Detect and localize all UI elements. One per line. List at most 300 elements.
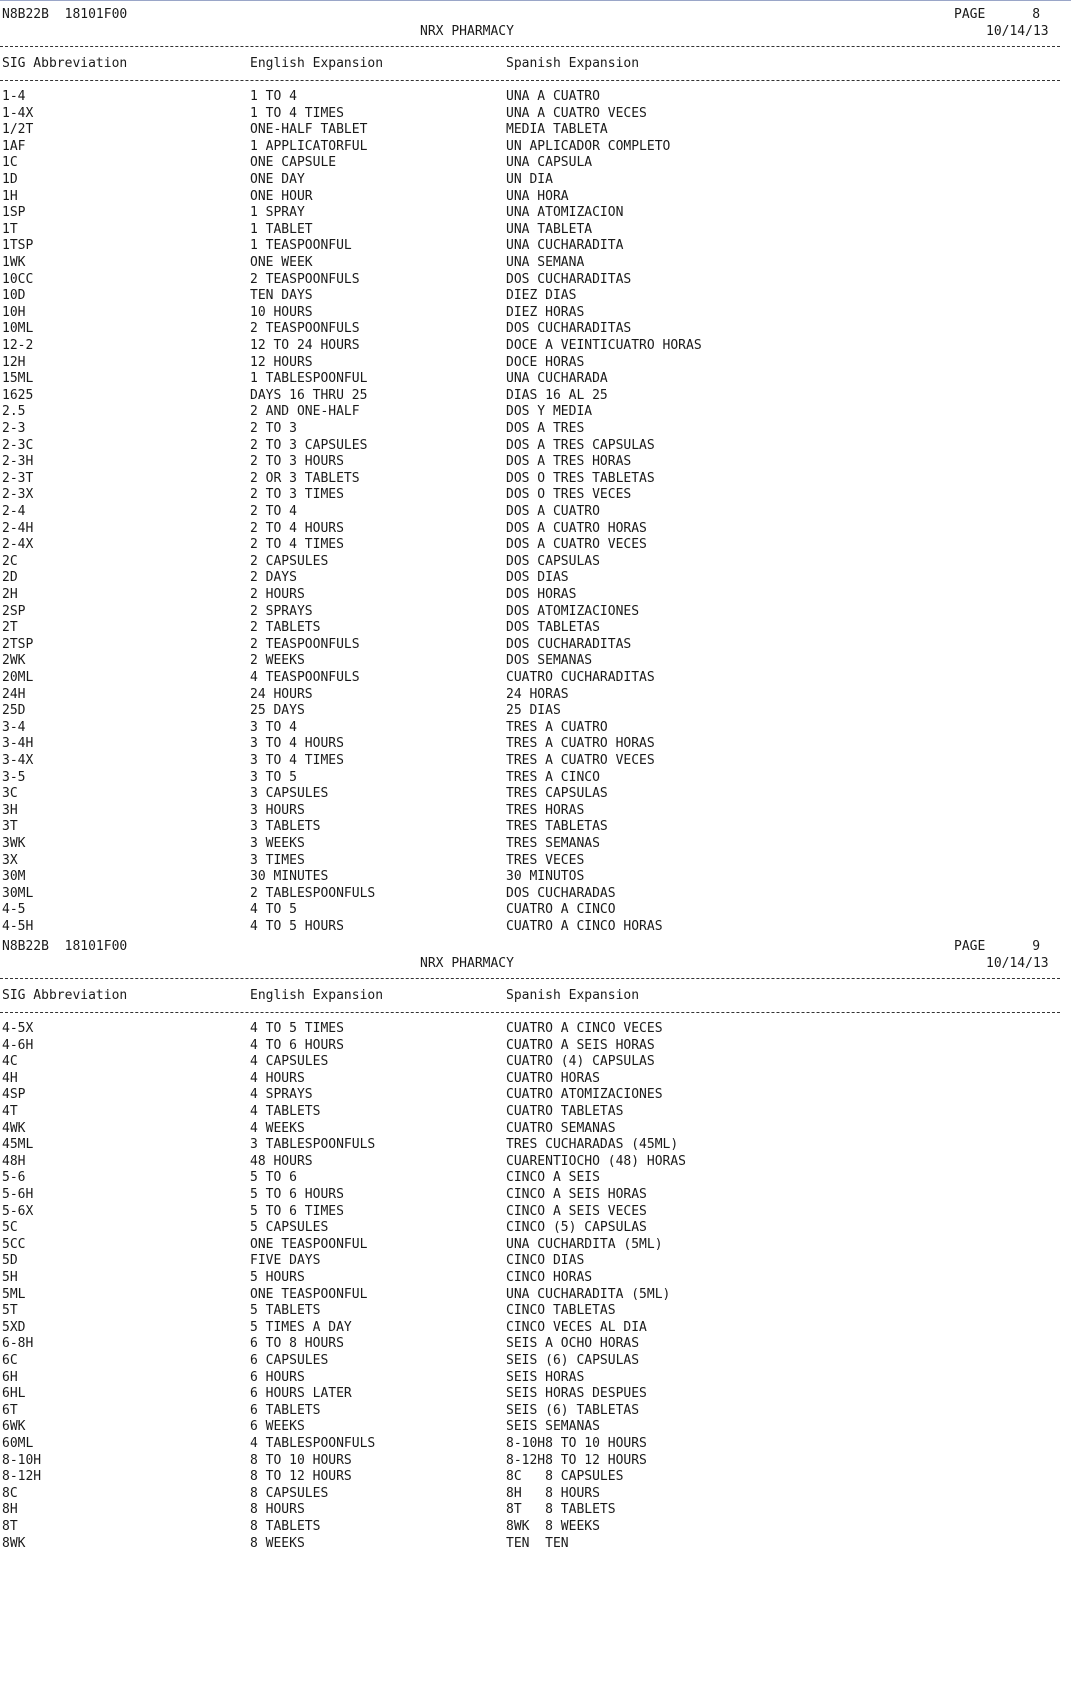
- english-expansion: 2 WEEKS: [250, 653, 305, 669]
- spanish-expansion: TRES CAPSULAS: [506, 786, 608, 802]
- table-row: [0, 188, 1071, 206]
- english-expansion: 2 SPRAYS: [250, 603, 313, 619]
- english-expansion: 2 TO 3 CAPSULES: [250, 437, 368, 453]
- table-row: [0, 387, 1071, 405]
- spanish-expansion: DOS CUCHARADITAS: [506, 321, 632, 337]
- spanish-expansion: UN DIA: [506, 172, 553, 187]
- sig-abbreviation: 4-5H: [2, 919, 34, 934]
- table-row: [0, 885, 1071, 903]
- divider: [0, 46, 1060, 47]
- english-expansion: 2 HOURS: [250, 587, 305, 602]
- spanish-expansion: SEIS HORAS: [506, 1369, 585, 1385]
- english-expansion: 4 TABLESPOONFULS: [250, 1436, 376, 1451]
- spanish-expansion: UNA A CUATRO: [506, 89, 600, 104]
- english-expansion: 6 WEEKS: [250, 1419, 305, 1435]
- sig-abbreviation: 3-4H: [2, 736, 34, 752]
- table-row: [0, 1501, 1071, 1519]
- spanish-expansion: DOCE A VEINTICUATRO HORAS: [506, 338, 702, 353]
- english-expansion: 3 HOURS: [250, 802, 305, 818]
- spanish-expansion: DOS CUCHARADITAS: [506, 271, 632, 287]
- sig-abbreviation: 12H: [2, 354, 26, 370]
- spanish-expansion: UNA CUCHARADITA (5ML): [506, 1286, 671, 1302]
- sig-abbreviation: 2-4X: [2, 537, 34, 553]
- english-expansion: 3 TO 5: [250, 769, 297, 785]
- sig-abbreviation: 5H: [2, 1270, 18, 1285]
- sig-abbreviation: 2SP: [2, 603, 26, 619]
- english-expansion: 5 TO 6 TIMES: [250, 1203, 344, 1219]
- report-page: [0, 932, 1071, 1698]
- sig-abbreviation: 4-5: [2, 902, 26, 918]
- sig-abbreviation: 1C: [2, 155, 18, 171]
- spanish-expansion: 8-10H8 TO 10 HOURS: [506, 1436, 647, 1451]
- english-expansion: 2 TABLETS: [250, 620, 321, 636]
- spanish-expansion: CINCO A SEIS HORAS: [506, 1187, 647, 1202]
- column-header-row: [0, 55, 1071, 73]
- sig-abbreviation: 6WK: [2, 1419, 26, 1435]
- sig-abbreviation: 3WK: [2, 836, 26, 851]
- spanish-expansion: DOS Y MEDIA: [506, 404, 593, 420]
- spanish-expansion: CUATRO SEMANAS: [506, 1120, 616, 1136]
- table-row: [0, 1485, 1071, 1503]
- sig-abbreviation: 4H: [2, 1070, 18, 1086]
- table-row: [0, 88, 1071, 106]
- sig-abbreviation: 3X: [2, 852, 18, 868]
- report-title: NRX PHARMACY: [420, 955, 514, 971]
- english-expansion: ONE TEASPOONFUL: [250, 1286, 368, 1302]
- sig-abbreviation: 1TSP: [2, 238, 34, 254]
- sig-abbreviation: 6C: [2, 1353, 18, 1368]
- english-expansion: 4 TEASPOONFULS: [250, 670, 360, 685]
- table-row: [0, 1518, 1071, 1536]
- sig-abbreviation: 45ML: [2, 1137, 34, 1153]
- column-header-sig: SIG Abbreviation: [2, 988, 128, 1003]
- report-id: N8B22B 18101F00: [2, 7, 128, 22]
- sig-abbreviation: 1AF: [2, 138, 26, 154]
- table-row: [0, 121, 1071, 139]
- page-title-line: [0, 23, 1071, 41]
- sig-abbreviation: 1-4X: [2, 105, 34, 121]
- table-row: [0, 1153, 1071, 1171]
- table-row: [0, 669, 1071, 687]
- sig-abbreviation: 5-6H: [2, 1187, 34, 1202]
- sig-abbreviation: 1T: [2, 221, 18, 237]
- table-row: [0, 1468, 1071, 1486]
- report-date: 10/14/13: [986, 23, 1049, 39]
- column-header-row: [0, 987, 1071, 1005]
- spanish-expansion: DOS CAPSULAS: [506, 553, 600, 569]
- sig-abbreviation: 3-4X: [2, 753, 34, 768]
- sig-abbreviation: 1/2T: [2, 122, 34, 138]
- table-row: [0, 1535, 1071, 1553]
- english-expansion: DAYS 16 THRU 25: [250, 387, 368, 403]
- english-expansion: 2 TABLESPOONFULS: [250, 885, 376, 901]
- table-row: [0, 1053, 1071, 1071]
- spanish-expansion: CUATRO TABLETAS: [506, 1104, 624, 1119]
- english-expansion: 3 TO 4: [250, 719, 297, 735]
- sig-abbreviation: 6-8H: [2, 1336, 34, 1352]
- table-row: [0, 1120, 1071, 1138]
- page-header-line: [0, 6, 1071, 24]
- spanish-expansion: DIAS 16 AL 25: [506, 387, 608, 403]
- spanish-expansion: DOS A CUATRO VECES: [506, 537, 647, 553]
- table-row: [0, 105, 1071, 123]
- english-expansion: 1 TO 4: [250, 89, 297, 104]
- table-row: [0, 686, 1071, 704]
- english-expansion: 6 TO 8 HOURS: [250, 1336, 344, 1352]
- english-expansion: 5 TABLETS: [250, 1303, 321, 1319]
- table-row: [0, 154, 1071, 172]
- sig-abbreviation: 3C: [2, 786, 18, 802]
- table-row: [0, 652, 1071, 670]
- table-row: [0, 1070, 1071, 1088]
- spanish-expansion: 30 MINUTOS: [506, 869, 585, 885]
- english-expansion: 4 TO 5 TIMES: [250, 1021, 344, 1036]
- english-expansion: 5 TO 6 HOURS: [250, 1187, 344, 1202]
- spanish-expansion: CINCO HORAS: [506, 1270, 593, 1285]
- spanish-expansion: 8-12H8 TO 12 HOURS: [506, 1452, 647, 1468]
- spanish-expansion: UNA HORA: [506, 188, 569, 204]
- table-row: [0, 719, 1071, 737]
- spanish-expansion: UNA TABLETA: [506, 221, 593, 237]
- page-number: PAGE 8: [954, 7, 1041, 22]
- table-row: [0, 1186, 1071, 1204]
- spanish-expansion: UNA ATOMIZACION: [506, 205, 624, 221]
- sig-abbreviation: 24H: [2, 686, 26, 702]
- table-row: [0, 702, 1071, 720]
- spanish-expansion: DOS DIAS: [506, 570, 569, 586]
- spanish-expansion: DOS TABLETAS: [506, 620, 600, 636]
- table-row: [0, 1037, 1071, 1055]
- english-expansion: 3 TIMES: [250, 852, 305, 868]
- spanish-expansion: CINCO A SEIS: [506, 1170, 600, 1186]
- english-expansion: 4 SPRAYS: [250, 1087, 313, 1103]
- english-expansion: 4 TO 5 HOURS: [250, 919, 344, 934]
- spanish-expansion: TRES SEMANAS: [506, 836, 600, 851]
- english-expansion: 24 HOURS: [250, 686, 313, 702]
- sig-abbreviation: 3-4: [2, 719, 26, 735]
- english-expansion: ONE-HALF TABLET: [250, 122, 368, 138]
- spanish-expansion: MEDIA TABLETA: [506, 122, 608, 138]
- english-expansion: 2 TO 3: [250, 421, 297, 436]
- spanish-expansion: SEIS HORAS DESPUES: [506, 1386, 647, 1402]
- sig-abbreviation: 15ML: [2, 371, 34, 387]
- table-row: [0, 1452, 1071, 1470]
- spanish-expansion: CUATRO A CINCO HORAS: [506, 919, 663, 934]
- spanish-expansion: 8T 8 TABLETS: [506, 1502, 616, 1518]
- sig-abbreviation: 8-12H: [2, 1469, 42, 1485]
- english-expansion: 1 TEASPOONFUL: [250, 238, 352, 254]
- spanish-expansion: DOS HORAS: [506, 587, 577, 602]
- table-row: [0, 138, 1071, 156]
- spanish-expansion: CUATRO A CINCO VECES: [506, 1021, 663, 1036]
- table-row: [0, 171, 1071, 189]
- page-header-line: [0, 938, 1071, 956]
- sig-abbreviation: 8C: [2, 1485, 18, 1501]
- sig-abbreviation: 12-2: [2, 338, 34, 353]
- spanish-expansion: DOS A TRES CAPSULAS: [506, 437, 655, 453]
- table-row: [0, 553, 1071, 571]
- table-row: [0, 370, 1071, 388]
- spanish-expansion: TRES CUCHARADAS (45ML): [506, 1137, 679, 1153]
- spanish-expansion: DOS A CUATRO: [506, 504, 600, 519]
- spanish-expansion: DOS ATOMIZACIONES: [506, 603, 640, 619]
- table-row: [0, 503, 1071, 521]
- spanish-expansion: 8H 8 HOURS: [506, 1485, 600, 1501]
- english-expansion: 3 WEEKS: [250, 836, 305, 851]
- column-header-english: English Expansion: [250, 988, 384, 1003]
- spanish-expansion: DOS CUCHARADITAS: [506, 636, 632, 652]
- english-expansion: 4 TO 5: [250, 902, 297, 918]
- table-row: [0, 254, 1071, 272]
- sig-abbreviation: 2WK: [2, 653, 26, 669]
- spanish-expansion: DOCE HORAS: [506, 354, 585, 370]
- english-expansion: ONE TEASPOONFUL: [250, 1236, 368, 1252]
- sig-abbreviation: 2-3H: [2, 454, 34, 470]
- table-row: [0, 420, 1071, 438]
- spanish-expansion: CUATRO CUCHARADITAS: [506, 670, 655, 685]
- english-expansion: 4 CAPSULES: [250, 1054, 329, 1070]
- english-expansion: 1 TABLET: [250, 221, 313, 237]
- spanish-expansion: UNA A CUATRO VECES: [506, 105, 647, 121]
- english-expansion: 12 TO 24 HOURS: [250, 338, 360, 353]
- sig-abbreviation: 6T: [2, 1402, 18, 1418]
- table-row: [0, 1103, 1071, 1121]
- spanish-expansion: UNA CAPSULA: [506, 155, 593, 171]
- sig-abbreviation: 5-6: [2, 1170, 26, 1186]
- table-row: [0, 1286, 1071, 1304]
- english-expansion: 8 HOURS: [250, 1502, 305, 1518]
- english-expansion: ONE CAPSULE: [250, 155, 337, 171]
- table-row: [0, 1402, 1071, 1420]
- spanish-expansion: DOS SEMANAS: [506, 653, 593, 669]
- table-row: [0, 769, 1071, 787]
- column-header-sig: SIG Abbreviation: [2, 56, 128, 71]
- table-row: [0, 1319, 1071, 1337]
- table-row: [0, 586, 1071, 604]
- sig-abbreviation: 10D: [2, 288, 26, 304]
- english-expansion: 1 SPRAY: [250, 205, 305, 221]
- table-row: [0, 287, 1071, 305]
- spanish-expansion: TRES A CUATRO: [506, 719, 608, 735]
- spanish-expansion: TRES HORAS: [506, 802, 585, 818]
- sig-abbreviation: 8WK: [2, 1535, 26, 1551]
- english-expansion: FIVE DAYS: [250, 1253, 321, 1269]
- sig-abbreviation: 4WK: [2, 1120, 26, 1136]
- table-row: [0, 1269, 1071, 1287]
- sig-abbreviation: 2H: [2, 587, 18, 602]
- table-row: [0, 1136, 1071, 1154]
- sig-abbreviation: 2D: [2, 570, 18, 586]
- english-expansion: 1 APPLICATORFUL: [250, 138, 368, 154]
- table-row: [0, 735, 1071, 753]
- spanish-expansion: 8C 8 CAPSULES: [506, 1469, 624, 1485]
- sig-abbreviation: 1SP: [2, 205, 26, 221]
- english-expansion: 2 TO 3 HOURS: [250, 454, 344, 470]
- table-row: [0, 1236, 1071, 1254]
- sig-abbreviation: 2TSP: [2, 636, 34, 652]
- spanish-expansion: DOS A TRES: [506, 421, 585, 436]
- spanish-expansion: CUATRO ATOMIZACIONES: [506, 1087, 663, 1103]
- spanish-expansion: DOS A CUATRO HORAS: [506, 520, 647, 536]
- divider: [0, 1012, 1060, 1013]
- spanish-expansion: DOS O TRES TABLETAS: [506, 470, 655, 486]
- sig-abbreviation: 2-4H: [2, 520, 34, 536]
- english-expansion: 6 HOURS LATER: [250, 1386, 352, 1402]
- spanish-expansion: DOS CUCHARADAS: [506, 885, 616, 901]
- page-title-line: [0, 955, 1071, 973]
- spanish-expansion: TEN TEN: [506, 1535, 569, 1551]
- table-row: [0, 1418, 1071, 1436]
- spanish-expansion: 8WK 8 WEEKS: [506, 1519, 600, 1534]
- table-row: [0, 603, 1071, 621]
- table-row: [0, 271, 1071, 289]
- sig-abbreviation: 5-6X: [2, 1203, 34, 1219]
- english-expansion: 2 TO 3 TIMES: [250, 487, 344, 503]
- english-expansion: 1 TO 4 TIMES: [250, 105, 344, 121]
- table-row: [0, 536, 1071, 554]
- spanish-expansion: UN APLICADOR COMPLETO: [506, 138, 671, 154]
- english-expansion: 5 CAPSULES: [250, 1220, 329, 1236]
- spanish-expansion: 24 HORAS: [506, 686, 569, 702]
- table-row: [0, 403, 1071, 421]
- spanish-expansion: CUATRO A SEIS HORAS: [506, 1037, 655, 1053]
- sig-abbreviation: 2-4: [2, 504, 26, 519]
- english-expansion: 2 OR 3 TABLETS: [250, 470, 360, 486]
- spanish-expansion: CUATRO (4) CAPSULAS: [506, 1054, 655, 1070]
- table-row: [0, 785, 1071, 803]
- page-number: PAGE 9: [954, 939, 1041, 954]
- sig-abbreviation: 8H: [2, 1502, 18, 1518]
- table-row: [0, 619, 1071, 637]
- english-expansion: 3 TO 4 HOURS: [250, 736, 344, 752]
- spanish-expansion: TRES VECES: [506, 852, 585, 868]
- spanish-expansion: SEIS A OCHO HORAS: [506, 1336, 640, 1352]
- english-expansion: ONE HOUR: [250, 188, 313, 204]
- english-expansion: 3 TO 4 TIMES: [250, 753, 344, 768]
- sig-abbreviation: 30ML: [2, 885, 34, 901]
- table-row: [0, 437, 1071, 455]
- table-row: [0, 470, 1071, 488]
- table-row: [0, 852, 1071, 870]
- table-row: [0, 569, 1071, 587]
- sig-abbreviation: 5XD: [2, 1319, 26, 1335]
- english-expansion: 8 TABLETS: [250, 1519, 321, 1534]
- sig-abbreviation: 8-10H: [2, 1452, 42, 1468]
- table-row: [0, 204, 1071, 222]
- divider: [0, 80, 1060, 81]
- spanish-expansion: TRES A CINCO: [506, 769, 600, 785]
- table-row: [0, 868, 1071, 886]
- english-expansion: 12 HOURS: [250, 354, 313, 370]
- table-row: [0, 901, 1071, 919]
- spanish-expansion: UNA SEMANA: [506, 255, 585, 270]
- spanish-expansion: UNA CUCHARADITA: [506, 238, 624, 254]
- english-expansion: 10 HOURS: [250, 304, 313, 320]
- english-expansion: 8 CAPSULES: [250, 1485, 329, 1501]
- spanish-expansion: DOS A TRES HORAS: [506, 454, 632, 470]
- english-expansion: 5 TIMES A DAY: [250, 1319, 352, 1335]
- report-id: N8B22B 18101F00: [2, 939, 128, 954]
- table-row: [0, 1385, 1071, 1403]
- english-expansion: 30 MINUTES: [250, 869, 329, 885]
- english-expansion: 4 HOURS: [250, 1070, 305, 1086]
- english-expansion: 2 AND ONE-HALF: [250, 404, 360, 420]
- sig-abbreviation: 6H: [2, 1369, 18, 1385]
- sig-abbreviation: 4C: [2, 1054, 18, 1070]
- sig-abbreviation: 2-3X: [2, 487, 34, 503]
- sig-abbreviation: 25D: [2, 703, 26, 719]
- table-row: [0, 818, 1071, 836]
- table-row: [0, 636, 1071, 654]
- sig-abbreviation: 2T: [2, 620, 18, 636]
- table-row: [0, 835, 1071, 853]
- table-row: [0, 752, 1071, 770]
- report-date: 10/14/13: [986, 955, 1049, 971]
- table-row: [0, 221, 1071, 239]
- english-expansion: 2 TO 4 TIMES: [250, 537, 344, 553]
- spanish-expansion: 25 DIAS: [506, 703, 561, 719]
- table-row: [0, 337, 1071, 355]
- sig-abbreviation: 1D: [2, 172, 18, 187]
- sig-abbreviation: 5D: [2, 1253, 18, 1269]
- english-expansion: 2 TEASPOONFULS: [250, 321, 360, 337]
- sig-abbreviation: 1WK: [2, 255, 26, 270]
- sig-abbreviation: 4T: [2, 1104, 18, 1119]
- sig-abbreviation: 2C: [2, 553, 18, 569]
- column-header-spanish: Spanish Expansion: [506, 988, 640, 1003]
- english-expansion: 1 TABLESPOONFUL: [250, 371, 368, 387]
- spanish-expansion: CINCO DIAS: [506, 1253, 585, 1269]
- sig-abbreviation: 60ML: [2, 1436, 34, 1451]
- sig-abbreviation: 5ML: [2, 1286, 26, 1302]
- english-expansion: 2 DAYS: [250, 570, 297, 586]
- english-expansion: ONE DAY: [250, 172, 305, 187]
- table-row: [0, 1335, 1071, 1353]
- report-title: NRX PHARMACY: [420, 23, 514, 39]
- table-row: [0, 1369, 1071, 1387]
- sig-abbreviation: 20ML: [2, 670, 34, 685]
- spanish-expansion: DIEZ HORAS: [506, 304, 585, 320]
- sig-abbreviation: 3T: [2, 819, 18, 835]
- spanish-expansion: CUARENTIOCHO (48) HORAS: [506, 1153, 687, 1169]
- english-expansion: 8 WEEKS: [250, 1535, 305, 1551]
- spanish-expansion: DIEZ DIAS: [506, 288, 577, 304]
- sig-abbreviation: 4-6H: [2, 1037, 34, 1053]
- spanish-expansion: TRES A CUATRO HORAS: [506, 736, 655, 752]
- sig-abbreviation: 3H: [2, 802, 18, 818]
- table-row: [0, 1086, 1071, 1104]
- spanish-expansion: SEIS SEMANAS: [506, 1419, 600, 1435]
- table-row: [0, 304, 1071, 322]
- table-row: [0, 237, 1071, 255]
- sig-abbreviation: 2-3T: [2, 470, 34, 486]
- english-expansion: 6 TABLETS: [250, 1402, 321, 1418]
- spanish-expansion: SEIS (6) TABLETAS: [506, 1402, 640, 1418]
- sig-abbreviation: 1-4: [2, 89, 26, 104]
- sig-abbreviation: 8T: [2, 1519, 18, 1534]
- table-row: [0, 453, 1071, 471]
- table-row: [0, 1020, 1071, 1038]
- table-row: [0, 1302, 1071, 1320]
- spanish-expansion: CINCO TABLETAS: [506, 1303, 616, 1319]
- english-expansion: 3 CAPSULES: [250, 786, 329, 802]
- english-expansion: 5 HOURS: [250, 1270, 305, 1285]
- english-expansion: 4 WEEKS: [250, 1120, 305, 1136]
- sig-abbreviation: 1H: [2, 188, 18, 204]
- english-expansion: 2 TO 4: [250, 504, 297, 519]
- sig-abbreviation: 48H: [2, 1153, 26, 1169]
- spanish-expansion: SEIS (6) CAPSULAS: [506, 1353, 640, 1368]
